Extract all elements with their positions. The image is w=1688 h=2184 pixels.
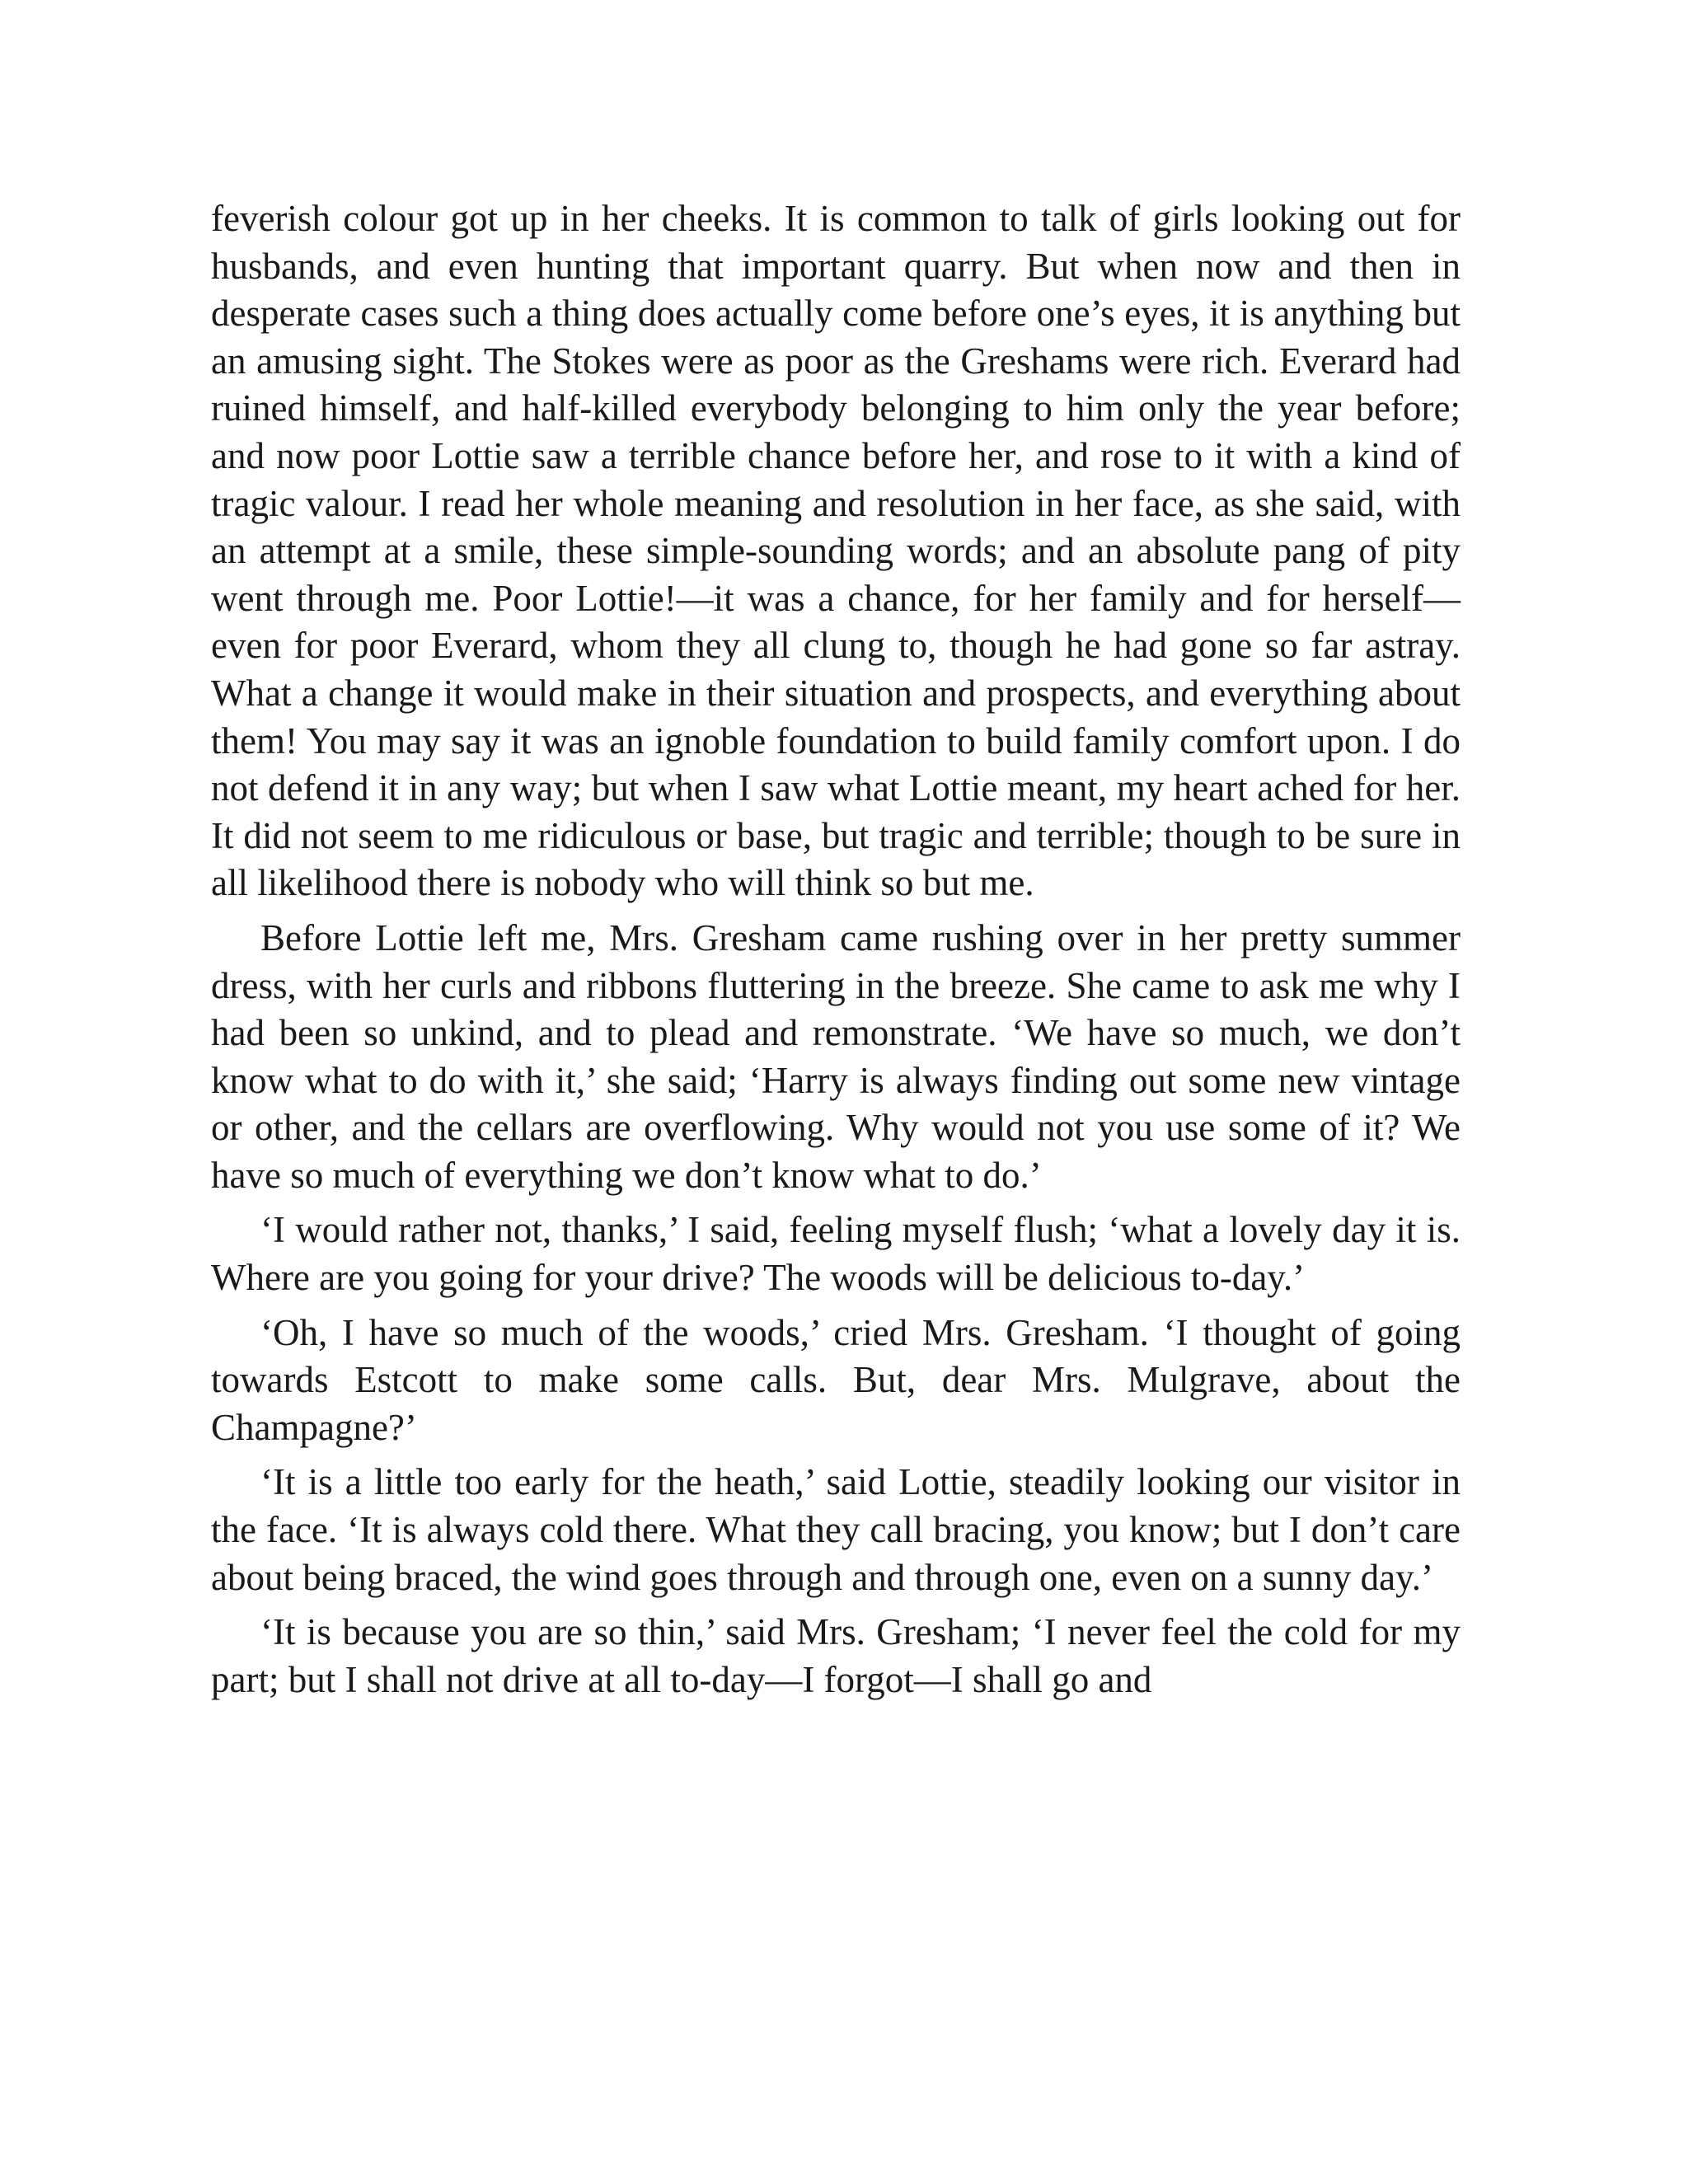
paragraph-3: ‘I would rather not, thanks,’ I said, feeling myself flush; ‘what a lovely day it is. Where are you going for your drive? The woods will be delicious to-day.’ (211, 1209, 1461, 1299)
paragraph-4: ‘Oh, I have so much of the woods,’ cried Mrs. Gresham. ‘I thought of going towards Estcott to make some calls. But, dear Mrs. Mulgrave, about the Champagne?’ (211, 1311, 1461, 1448)
paragraph-6: ‘It is because you are so thin,’ said Mrs. Gresham; ‘I never feel the cold for my part; but I shall not drive at all to-day—I forgot—I shall go and (211, 1611, 1461, 1700)
paragraph-5: ‘It is a little too early for the heath,’ said Lottie, steadily looking our visitor in the face. ‘It is always cold there. What they call bracing, you know; but I don’t care about being braced, the wind goes through and through one, even on a sunny day.’ (211, 1461, 1461, 1598)
paragraph-2: Before Lottie left me, Mrs. Gresham came rushing over in her pretty summer dress, with her curls and ribbons fluttering in the breeze. She came to ask me why I had been so unkind, and to plead and remonstrate. ‘We have so much, we don’t know what to do with it,’ she said; ‘Harry is always finding out some new vintage or other, and the cellars are overflowing. Why would not you use some of it? We have so much of everything we don’t know what to do.’ (211, 916, 1461, 1196)
paragraph-1: feverish colour got up in her cheeks. It is common to talk of girls looking out for husbands, and even hunting that important quarry. But when now and then in desperate cases such a thing does actually come before one’s eyes, it is anything but an amusing sight. The Stokes were as poor as the Greshams were rich. Everard had ruined himself, and half-killed everybody belonging to him only the year before; and now poor Lottie saw a terrible chance before her, and rose to it with a kind of tragic valour. I read her whole meaning and resolution in her face, as she said, with an attempt at a smile, these simple-sounding words; and an absolute pang of pity went through me. Poor Lottie!—it was a chance, for her family and for herself—even for poor Everard, whom they all clung to, though he had gone so far astray. What a change it would make in their situation and prospects, and everything about them! You may say it was an ignoble foundation to build family comfort upon. I do not defend it in any way; but when I saw what Lottie meant, my heart ached for her. It did not seem to me ridiculous or base, but tragic and terrible; though to be sure in all likelihood there is nobody who will think so but me. (211, 198, 1461, 904)
page-body (211, 195, 1461, 1711)
